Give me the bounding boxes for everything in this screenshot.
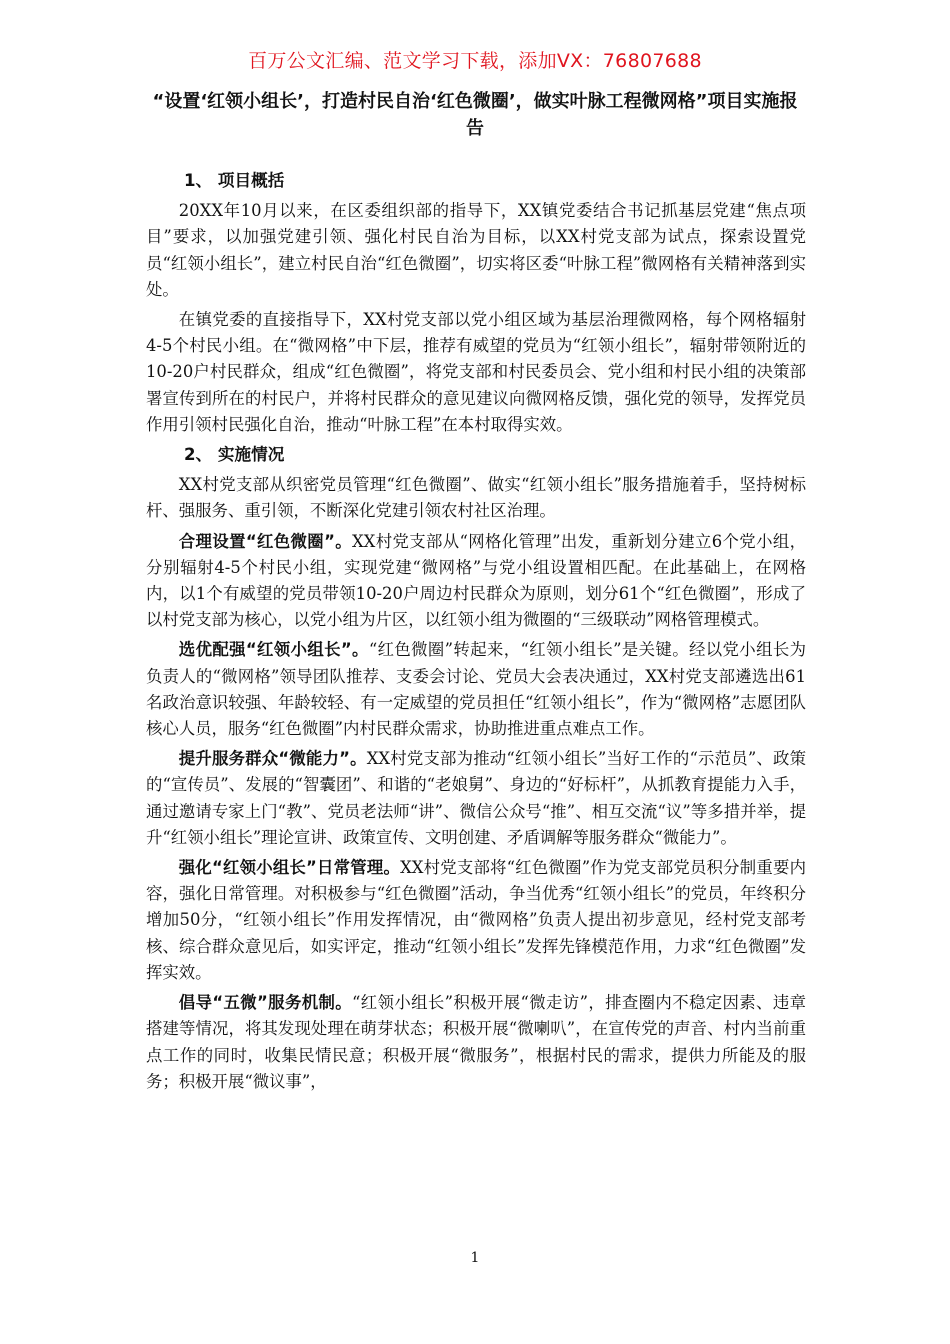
watermark-banner: 百万公文汇编、范文学习下载，添加VX：76807688 xyxy=(248,50,702,72)
paragraph xyxy=(146,529,806,634)
paragraph-text: “红领小组长”积极开展“微走访”，排查圈内不稳定因素、违章搭建等情况，将其发现处理在萌芽状态；积极开展“微喇叭”，在宣传党的声音、村内当前重点工作的同时，收集民情民意；积极开展“微服务”，根据村民的需求，提供力所能及的服务；积极开展“微议事”， xyxy=(146,993,806,1091)
paragraph: XX村党支部从织密党员管理“红色微圈”、做实“红领小组长”服务措施着手，坚持树标杆、强服务、重引领，不断深化党建引领农村社区治理。 xyxy=(146,475,806,521)
paragraph: 在镇党委的直接指导下，XX村党支部以党小组区域为基层治理微网格，每个网格辐射4-5个村民小组。在“微网格”中下层，推荐有威望的党员为“红领小组长”，辐射带领附近的10-20户村民群众，组成“红色微圈”，将党支部和村民委员会、党小组和村民小组的决策部署宣传到所在的村民户，并将村民群众的意见建议向微网格反馈，强化党的领导，发挥党员作用引领村民强化自治，推动“叶脉工程”在本村取得实效。 xyxy=(146,310,806,434)
page-number: 1 xyxy=(470,1250,480,1266)
paragraph-text: XX村党支部将“红色微圈”作为党支部党员积分制重要内容，强化日常管理。对积极参与“红色微圈”活动，争当优秀“红领小组长”的党员，年终积分增加50分，“红领小组长”作用发挥情况，由“微网格”负责人提出初步意见，经村党支部考核、综合群众意见后，如实评定，推动“红领小组长”发挥先锋模范作用，力求“红色微圈”发挥实效。 xyxy=(146,858,806,982)
paragraph-lead: 提升服务群众“微能力”。 xyxy=(178,749,367,769)
paragraph: 20XX年10月以来，在区委组织部的指导下，XX镇党委结合书记抓基层党建“焦点项目”要求，以加强党建引领、强化村民自治为目标，以XX村党支部为试点，探索设置党员“红领小组长”，建立村民自治“红色微圈”，切实将区委“叶脉工程”微网格有关精神落到实处。 xyxy=(146,201,806,299)
document-body xyxy=(146,168,806,1099)
paragraph xyxy=(146,746,806,851)
document-title: “设置‘红领小组长’，打造村民自治‘红色微圈’，做实叶脉工程微网格”项目实施报告 xyxy=(152,91,798,139)
paragraph-lead: 合理设置“红色微圈”。 xyxy=(178,531,352,551)
paragraph-text: “红色微圈”转起来，“红领小组长”是关键。经以党小组长为负责人的“微网格”领导团队推荐、支委会讨论、党员大会表决通过，XX村党支部遴选出61名政治意识较强、年龄较轻、有一定威望的党员担任“红领小组长”，作为“微网格”志愿团队核心人员，服务“红色微圈”内村民群众需求，协助推进重点难点工作。 xyxy=(146,640,806,739)
section-heading-overview: 1、 项目概括 xyxy=(184,171,285,190)
paragraph-lead: 倡导“五微”服务机制。 xyxy=(178,993,353,1013)
paragraph xyxy=(146,855,806,986)
paragraph-lead: 选优配强“红领小组长”。 xyxy=(178,640,369,660)
paragraph-lead: 强化“红领小组长”日常管理。 xyxy=(178,858,401,878)
paragraph xyxy=(146,990,806,1095)
paragraph-text: XX村党支部从“网格化管理”出发，重新划分建立6个党小组，分别辐射4-5个村民小组，实现党建“微网格”与党小组设置相匹配。在此基础上，在网格内，以1个有威望的党员带领10-20户周边村民群众为原则，划分61个“红色微圈”，形成了以村党支部为核心，以党小组为片区，以红领小组为微圈的“三级联动”网格管理模式。 xyxy=(146,531,806,630)
paragraph xyxy=(146,637,806,742)
section-heading-implementation: 2、 实施情况 xyxy=(184,445,285,465)
paragraph-text: XX村党支部为推动“红领小组长”当好工作的“示范员”、政策的“宣传员”、发展的“智囊团”、和谐的“老娘舅”、身边的“好标杆”，从抓教育提能力入手，通过邀请专家上门“教”、党员老法师“讲”、微信公众号“推”、相互交流“议”等多措并举，提升“红领小组长”理论宣讲、政策宣传、文明创建、矛盾调解等服务群众“微能力”。 xyxy=(146,749,806,847)
